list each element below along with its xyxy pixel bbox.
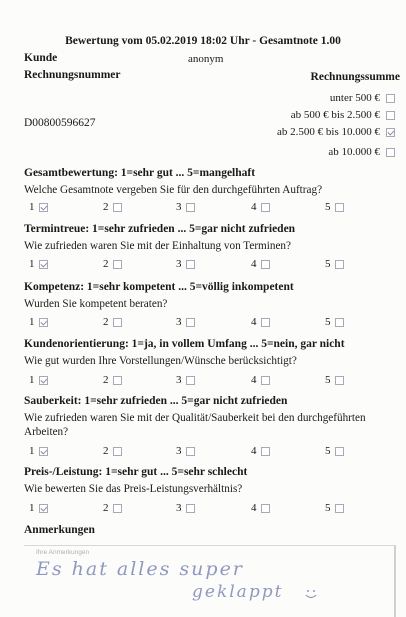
section-question: Welche Gesamtnote vergeben Sie für den durchgeführten Auftrag?	[24, 184, 323, 196]
rating-option-3[interactable]	[176, 374, 195, 386]
rating-checkbox[interactable]	[113, 203, 122, 212]
rating-checkbox[interactable]	[113, 318, 122, 327]
rating-checkbox[interactable]	[113, 447, 122, 456]
rating-checkbox[interactable]	[261, 260, 270, 269]
section-heading: Kundenorientierung: 1=ja, in vollem Umfang ... 5=nein, gar nicht	[24, 338, 345, 350]
rating-number: 4	[251, 502, 257, 514]
rating-number: 2	[103, 316, 109, 328]
rating-option-5[interactable]	[325, 316, 344, 328]
section-heading: Sauberkeit: 1=sehr zufrieden ... 5=gar nicht zufrieden	[24, 395, 288, 407]
rating-option-2[interactable]	[103, 374, 122, 386]
rating-number: 1	[29, 374, 35, 386]
rating-number: 3	[176, 201, 182, 213]
sum-checkbox[interactable]	[386, 94, 395, 103]
rating-option-2[interactable]	[103, 445, 122, 457]
rating-option-3[interactable]	[176, 316, 195, 328]
rating-checkbox[interactable]	[186, 504, 195, 513]
rating-number: 3	[176, 445, 182, 457]
rating-checkbox[interactable]	[335, 260, 344, 269]
rating-checkbox[interactable]	[261, 318, 270, 327]
rating-number: 5	[325, 316, 331, 328]
handwritten-comment-line2: geklappt	[192, 582, 284, 602]
rechnungsnummer-label: Rechnungsnummer	[24, 69, 121, 81]
rating-number: 3	[176, 502, 182, 514]
rating-option-4[interactable]	[251, 374, 270, 386]
rating-option-4[interactable]	[251, 316, 270, 328]
rating-option-5[interactable]	[325, 258, 344, 270]
rating-option-1[interactable]	[29, 445, 48, 457]
rating-number: 5	[325, 445, 331, 457]
rating-number: 1	[29, 445, 35, 457]
rating-number: 2	[103, 258, 109, 270]
rating-number: 3	[176, 316, 182, 328]
rating-option-2[interactable]	[103, 316, 122, 328]
rating-option-4[interactable]	[251, 445, 270, 457]
section-question: Wie zufrieden waren Sie mit der Qualität/Sauberkeit bei den durchgeführten Arbeiten?	[24, 412, 366, 438]
rating-checkbox[interactable]	[186, 260, 195, 269]
rating-number: 4	[251, 201, 257, 213]
sum-option[interactable]	[291, 108, 395, 122]
rating-number: 2	[103, 502, 109, 514]
rating-number: 5	[325, 502, 331, 514]
rating-number: 3	[176, 374, 182, 386]
sum-option[interactable]	[330, 91, 395, 105]
rating-checkbox[interactable]	[113, 376, 122, 385]
rating-number: 2	[103, 374, 109, 386]
rating-number: 1	[29, 502, 35, 514]
rating-checkbox[interactable]	[186, 447, 195, 456]
rating-option-2[interactable]	[103, 258, 122, 270]
sum-option-label: unter 500 €	[329, 92, 380, 104]
rating-number: 5	[325, 258, 331, 270]
rating-number: 2	[103, 445, 109, 457]
section-heading: Kompetenz: 1=sehr kompetent ... 5=völlig inkompetent	[24, 281, 294, 293]
sum-checkbox[interactable]	[386, 128, 395, 137]
rating-checkbox[interactable]	[261, 203, 270, 212]
rating-checkbox[interactable]	[186, 203, 195, 212]
rating-option-2[interactable]	[103, 502, 122, 514]
anmerkungen-placeholder: Ihre Anmerkungen	[36, 549, 90, 556]
section-question: Wurden Sie kompetent beraten?	[24, 298, 168, 310]
sum-option-label: ab 2.500 € bis 10.000 €	[277, 126, 380, 138]
rating-checkbox[interactable]	[39, 447, 48, 456]
anmerkungen-textarea[interactable]	[24, 545, 396, 617]
sum-checkbox[interactable]	[386, 111, 395, 120]
kunde-label: Kunde	[24, 52, 58, 64]
anmerkungen-heading: Anmerkungen	[24, 524, 95, 536]
form-title: Bewertung vom 05.02.2019 18:02 Uhr - Gesamtnote 1.00	[65, 35, 341, 47]
rating-option-5[interactable]	[325, 502, 344, 514]
rating-option-5[interactable]	[325, 445, 344, 457]
rating-checkbox[interactable]	[39, 376, 48, 385]
rating-option-1[interactable]	[29, 374, 48, 386]
rating-checkbox[interactable]	[261, 504, 270, 513]
rechnungsnummer-value: D00800596627	[24, 117, 96, 129]
rating-checkbox[interactable]	[261, 447, 270, 456]
rating-checkbox[interactable]	[335, 318, 344, 327]
rating-option-4[interactable]	[251, 258, 270, 270]
rating-option-4[interactable]	[251, 502, 270, 514]
rechnungssumme-label: Rechnungssumme	[310, 71, 400, 83]
rating-checkbox[interactable]	[39, 203, 48, 212]
rating-option-2[interactable]	[103, 201, 122, 213]
rating-number: 2	[103, 201, 109, 213]
section-heading: Preis-/Leistung: 1=sehr gut ... 5=sehr schlecht	[24, 466, 248, 478]
sum-option[interactable]	[328, 145, 395, 159]
rating-checkbox[interactable]	[39, 260, 48, 269]
rating-checkbox[interactable]	[335, 203, 344, 212]
rating-option-1[interactable]	[29, 201, 48, 213]
rating-number: 4	[251, 445, 257, 457]
rating-checkbox[interactable]	[335, 447, 344, 456]
rating-checkbox[interactable]	[186, 376, 195, 385]
rating-option-3[interactable]	[176, 502, 195, 514]
sum-option-label: ab 10.000 €	[328, 146, 380, 158]
sum-option[interactable]	[277, 125, 395, 139]
section-heading: Gesamtbewertung: 1=sehr gut ... 5=mangelhaft	[24, 167, 256, 179]
section-question: Wie bewerten Sie das Preis-Leistungsverhältnis?	[24, 483, 243, 495]
smiley-icon	[304, 587, 318, 601]
rating-checkbox[interactable]	[113, 260, 122, 269]
rating-option-4[interactable]	[251, 201, 270, 213]
handwritten-comment-line1: Es hat alles super	[36, 558, 244, 580]
rating-number: 1	[29, 201, 35, 213]
rating-checkbox[interactable]	[39, 504, 48, 513]
sum-option-label: ab 500 € bis 2.500 €	[290, 109, 380, 121]
rating-checkbox[interactable]	[335, 376, 344, 385]
kunde-value: anonym	[188, 53, 224, 65]
rating-number: 4	[251, 316, 257, 328]
rating-number: 1	[29, 258, 35, 270]
rating-checkbox[interactable]	[113, 504, 122, 513]
rating-option-3[interactable]	[176, 445, 195, 457]
rating-option-1[interactable]	[29, 316, 48, 328]
rating-option-1[interactable]	[29, 258, 48, 270]
rating-option-1[interactable]	[29, 502, 48, 514]
rating-option-3[interactable]	[176, 201, 195, 213]
rating-number: 1	[29, 316, 35, 328]
section-heading: Termintreue: 1=sehr zufrieden ... 5=gar nicht zufrieden	[24, 223, 296, 235]
rating-number: 5	[325, 374, 331, 386]
section-question: Wie zufrieden waren Sie mit der Einhaltung von Terminen?	[24, 240, 291, 252]
sum-checkbox[interactable]	[386, 148, 395, 157]
rating-checkbox[interactable]	[261, 376, 270, 385]
rating-number: 4	[251, 258, 257, 270]
rating-checkbox[interactable]	[335, 504, 344, 513]
rating-checkbox[interactable]	[186, 318, 195, 327]
section-question: Wie gut wurden Ihre Vorstellungen/Wünsche berücksichtigt?	[24, 355, 297, 367]
rating-checkbox[interactable]	[39, 318, 48, 327]
rating-option-5[interactable]	[325, 201, 344, 213]
rating-number: 3	[176, 258, 182, 270]
rating-option-3[interactable]	[176, 258, 195, 270]
rating-number: 5	[325, 201, 331, 213]
rating-option-5[interactable]	[325, 374, 344, 386]
rating-number: 4	[251, 374, 257, 386]
